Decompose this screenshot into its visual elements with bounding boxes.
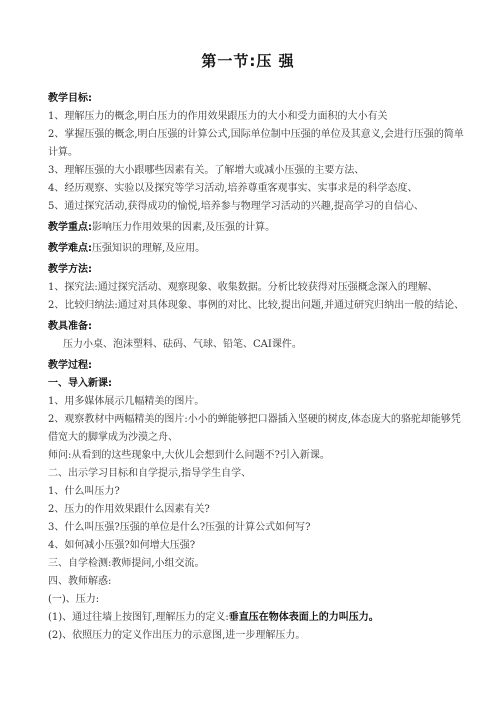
method-item: 1、探究法:通过探究活动、观察现象、收集数据。分析比较获得对压强概念深入的理解、 xyxy=(48,282,438,293)
page-title: 第一节:压 强 xyxy=(201,52,295,70)
goal-item: 1、理解压力的概念,明白压力的作用效果跟压力的大小和受力面积的大小有关 xyxy=(48,111,388,122)
intro-item: 师问:从看到的这些现象中,大伙儿会想到什么问题不?引入新课。 xyxy=(48,450,330,461)
goals-heading: 教学目标: xyxy=(48,93,92,104)
step-two: 二、出示学习目标和自学提示,指导学生自学、 xyxy=(48,468,252,479)
goal-item: 5、通过探究活动,获得成功的愉悦,培养参与物理学习活动的兴趣,提高学习的自信心、 xyxy=(48,201,424,212)
intro-item: 2、观察教材中两幅精美的图片:小小的蝉能够把口器插入坚硬的树皮,体态庞大的骆驼却能够凭借宽大的脚掌成为沙漠之舟、 xyxy=(48,414,461,443)
difficulty-text: 压强知识的理解,及应用。 xyxy=(92,243,206,254)
method-item: 2、比较归纳法:通过对具体现象、事例的对比、比较,提出问题,并通过研究归纳出一般的结论、 xyxy=(48,300,465,311)
document-body xyxy=(35,90,465,645)
step-four: 四、教师解惑: xyxy=(48,576,112,587)
pressure-definition-bold: 垂直压在物体表面上的力叫压力。 xyxy=(228,612,379,623)
methods-heading: 教学方法: xyxy=(48,264,92,275)
intro-heading: 一、导入新课: xyxy=(48,378,112,389)
question-item: 2、压力的作用效果跟什么因素有关? xyxy=(48,504,210,515)
goal-item: 2、掌握压强的概念,明白压强的计算公式,国际单位制中压强的单位及其意义,会进行压强的简单计算。 xyxy=(48,129,464,158)
intro-item: 1、用多媒体展示几幅精美的图片。 xyxy=(48,396,205,407)
step-three: 三、自学检测:教师提问,小组交流。 xyxy=(48,558,205,569)
question-item: 1、什么叫压力? xyxy=(48,486,120,497)
question-item: 4、如何减小压强?如何增大压强? xyxy=(48,540,196,551)
key-text: 影响压力作用效果的因素,及压强的计算。 xyxy=(92,222,276,233)
question-item: 3、什么叫压强?压强的单位是什么?压强的计算公式如何写? xyxy=(48,522,311,533)
pressure-definition xyxy=(35,609,465,627)
difficulty-heading: 教学难点: xyxy=(48,243,92,254)
pressure-diagram-note: (2)、依照压力的定义作出压力的示意图,进一步理解压力。 xyxy=(48,630,306,641)
difficulty-points xyxy=(35,240,465,258)
tools-text: 压力小桌、泡沫塑料、砝码、气球、铅笔、CAI课件。 xyxy=(63,339,302,350)
goal-item: 3、理解压强的大小跟哪些因素有关。了解增大或减小压强的主要方法、 xyxy=(48,165,365,176)
pressure-definition-lead: (1)、通过往墙上按图钉,理解压力的定义: xyxy=(48,612,229,623)
key-heading: 教学重点: xyxy=(48,222,92,233)
process-heading: 教学过程: xyxy=(48,360,92,371)
goal-item: 4、经历观察、实验以及探究等学习活动,培养尊重客观事实、实事求是的科学态度、 xyxy=(48,183,418,194)
sub-section-pressure: (一)、压力: xyxy=(48,594,100,605)
tools-heading: 教具准备: xyxy=(48,321,92,332)
key-points xyxy=(35,219,465,237)
